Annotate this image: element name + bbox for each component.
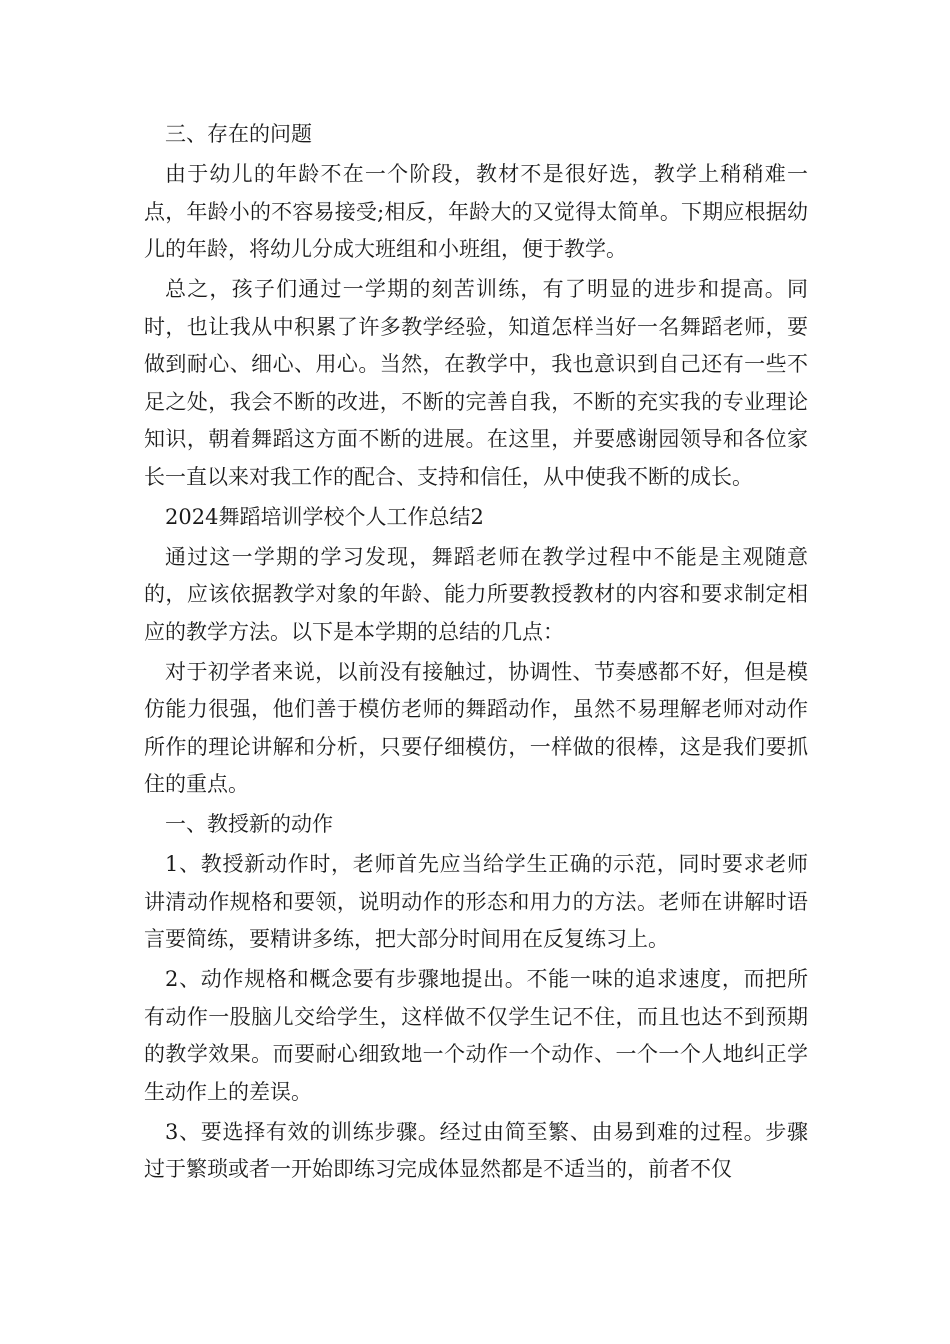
paragraph: 总之，孩子们通过一学期的刻苦训练，有了明显的进步和提高。同时，也让我从中积累了许多教学经验，知道怎样当好一名舞蹈老师，要做到耐心、细心、用心。当然，在教学中，我也意识到自己还有一些不足之处，我会不断的改进，不断的完善自我，不断的充实我的专业理论知识，朝着舞蹈这方面不断的进展。在这里，并要感谢园领导和各位家长一直以来对我工作的配合、支持和信任，从中使我不断的成长。 xyxy=(144,277,808,489)
paragraph: 3、要选择有效的训练步骤。经过由简至繁、由易到难的过程。步骤过于繁琐或者一开始即练习完成体显然都是不适当的，前者不仅 xyxy=(144,1119,808,1181)
paragraph: 2、动作规格和概念要有步骤地提出。不能一味的追求速度，而把所有动作一股脑儿交给学生，这样做不仅学生记不住，而且也达不到预期的教学效果。而要耐心细致地一个动作一个动作、一个一个人地纠正学生动作上的差误。 xyxy=(144,967,808,1104)
document-body xyxy=(144,116,808,1191)
section-heading-problems: 三、存在的问题 xyxy=(165,122,312,146)
paragraph: 由于幼儿的年龄不在一个阶段，教材不是很好选，教学上稍稍难一点，年龄小的不容易接受;相反，年龄大的又觉得太简单。下期应根据幼儿的年龄，将幼儿分成大班组和小班组，便于教学。 xyxy=(144,162,808,261)
paragraph: 1、教授新动作时，老师首先应当给学生正确的示范，同时要求老师讲清动作规格和要领，说明动作的形态和用力的方法。老师在讲解时语言要简练，要精讲多练，把大部分时间用在反复练习上。 xyxy=(144,852,808,951)
paragraph: 通过这一学期的学习发现，舞蹈老师在教学过程中不能是主观随意的，应该依据教学对象的年龄、能力所要教授教材的内容和要求制定相应的教学方法。以下是本学期的总结的几点： xyxy=(144,544,808,644)
document-subtitle: 2024舞蹈培训学校个人工作总结2 xyxy=(165,504,484,529)
section-heading-new-moves: 一、教授新的动作 xyxy=(165,812,333,836)
paragraph: 对于初学者来说，以前没有接触过，协调性、节奏感都不好，但是模仿能力很强，他们善于模仿老师的舞蹈动作，虽然不易理解老师对动作所作的理论讲解和分析，只要仔细模仿，一样做的很棒，这是我们要抓住的重点。 xyxy=(144,659,808,796)
